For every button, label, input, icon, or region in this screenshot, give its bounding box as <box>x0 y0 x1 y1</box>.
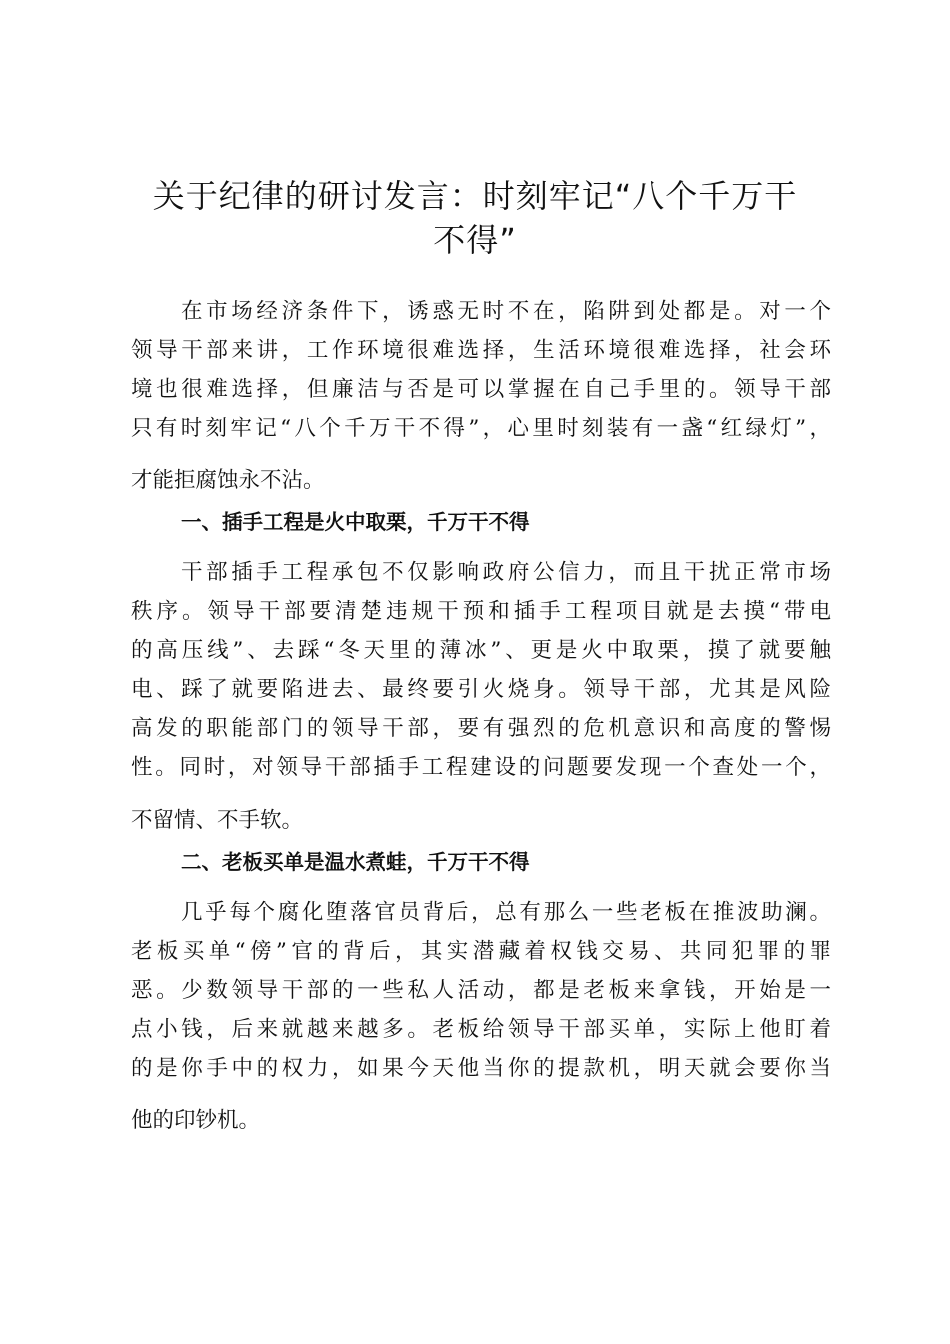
document-title <box>120 174 830 262</box>
intro-line: 才能拒腐蚀永不沾。 <box>131 468 325 493</box>
section1-line: 秩序。领导干部要清楚违规干预和插手工程项目就是去摸“带电 <box>131 599 831 624</box>
section1-line: 电、踩了就要陷进去、最终要引火烧身。领导干部，尤其是风险 <box>131 677 831 702</box>
section2-line: 的是你手中的权力，如果今天他当你的提款机，明天就会要你当 <box>131 1056 831 1081</box>
title-line-1: 关于纪律的研讨发言：时刻牢记“八个千万干 <box>152 177 798 215</box>
section-heading-1: 一、插手工程是火中取栗，千万干不得 <box>181 510 530 534</box>
section2-line: 恶。少数领导干部的一些私人活动，都是老板来拿钱，开始是一 <box>131 978 831 1003</box>
section-heading-2: 二、老板买单是温水煮蛙，千万干不得 <box>181 850 530 874</box>
section2-line: 几乎每个腐化堕落官员背后，总有那么一些老板在推波助澜。 <box>181 900 831 925</box>
intro-line: 在市场经济条件下，诱惑无时不在，陷阱到处都是。对一个 <box>181 299 831 324</box>
section1-line: 的高压线”、去踩“冬天里的薄冰”、更是火中取栗，摸了就要触 <box>131 638 831 663</box>
section2-line: 点小钱，后来就越来越多。老板给领导干部买单，实际上他盯着 <box>131 1017 831 1042</box>
section2-line: 他的印钞机。 <box>131 1108 261 1133</box>
intro-line: 领导干部来讲，工作环境很难选择，生活环境很难选择，社会环 <box>131 338 831 363</box>
section1-line: 不留情、不手软。 <box>131 808 304 833</box>
section1-line: 性。同时，对领导干部插手工程建设的问题要发现一个查处一个， <box>131 755 831 780</box>
intro-line: 境也很难选择，但廉洁与否是可以掌握在自己手里的。领导干部 <box>131 377 831 402</box>
intro-line: 只有时刻牢记“八个千万干不得”，心里时刻装有一盏“红绿灯”， <box>131 416 831 441</box>
title-line-2: 不得” <box>433 221 517 259</box>
section2-line: 老板买单“傍”官的背后，其实潜藏着权钱交易、共同犯罪的罪 <box>131 939 831 964</box>
section1-line: 干部插手工程承包不仅影响政府公信力，而且干扰正常市场 <box>181 560 831 585</box>
section1-line: 高发的职能部门的领导干部，要有强烈的危机意识和高度的警惕 <box>131 716 831 741</box>
